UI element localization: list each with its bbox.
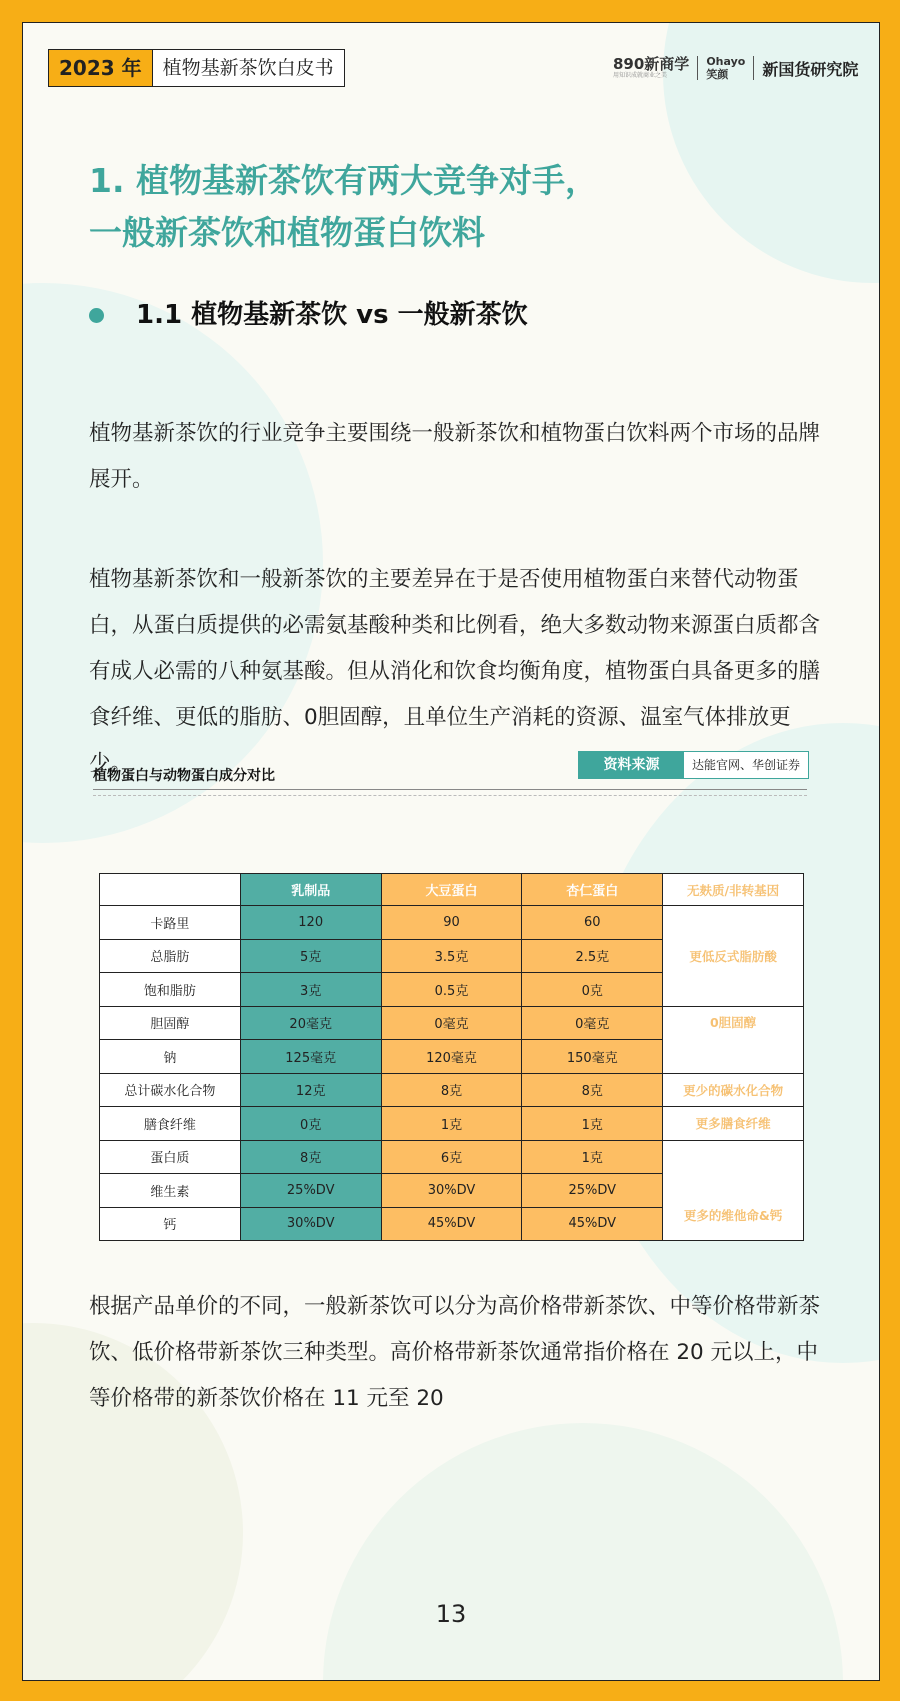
column-header: 无麸质/非转基因 xyxy=(663,874,804,906)
note-cell: 更多的维他命&钙 xyxy=(663,1140,804,1241)
row-label: 卡路里 xyxy=(100,906,241,940)
logo-research-institute: 新国货研究院 xyxy=(762,59,859,79)
row-label: 蛋白质 xyxy=(100,1140,241,1174)
page xyxy=(22,22,880,1681)
source-value: 达能官网、华创证券 xyxy=(691,758,800,772)
table-cell: 20毫克 xyxy=(240,1006,381,1040)
table-row xyxy=(100,1006,804,1040)
table-cell: 1克 xyxy=(522,1107,663,1141)
table-row xyxy=(100,906,804,940)
paragraph: 根据产品单价的不同，一般新茶饮可以分为高价格带新茶饮、中等价格带新茶饮、低价格带新茶饮三种类型。高价格带新茶饮通常指价格在 20 元以上，中等价格带的新茶饮价格在 11 元至 20 xyxy=(89,1294,821,1411)
source-box xyxy=(578,751,809,779)
table-cell: 8克 xyxy=(381,1073,522,1107)
row-label: 钠 xyxy=(100,1040,241,1074)
note-cell: 更多膳食纤维 xyxy=(663,1107,804,1141)
table-cell: 8克 xyxy=(240,1140,381,1174)
table-title: 植物蛋白与动物蛋白成分对比 xyxy=(93,768,275,784)
section-heading: 1. 植物基新茶饮有两大竞争对手， 一般新茶饮和植物蛋白饮料 xyxy=(89,161,598,252)
background-circle xyxy=(323,1423,843,1681)
comparison-table xyxy=(99,873,804,1241)
table-cell: 150毫克 xyxy=(522,1040,663,1074)
table-cell: 2.5克 xyxy=(522,939,663,973)
row-label: 钙 xyxy=(100,1207,241,1241)
logo-ohayo: Ohayo 笑颜 xyxy=(706,55,746,81)
table-caption-bar xyxy=(93,759,807,790)
table-cell: 3克 xyxy=(240,973,381,1007)
table-cell: 0.5克 xyxy=(381,973,522,1007)
doc-tag xyxy=(48,49,345,87)
bullet-dot-icon xyxy=(89,308,104,323)
table-cell: 3.5克 xyxy=(381,939,522,973)
table-cell: 45%DV xyxy=(381,1207,522,1241)
row-label: 膳食纤维 xyxy=(100,1107,241,1141)
table-row xyxy=(100,1107,804,1141)
table-cell: 30%DV xyxy=(240,1207,381,1241)
column-header: 杏仁蛋白 xyxy=(522,874,663,906)
table-cell: 30%DV xyxy=(381,1174,522,1208)
table-cell: 60 xyxy=(522,906,663,940)
table-cell: 1克 xyxy=(381,1107,522,1141)
row-label: 胆固醇 xyxy=(100,1006,241,1040)
partner-logos xyxy=(613,53,858,83)
row-label: 维生素 xyxy=(100,1174,241,1208)
table-cell: 0毫克 xyxy=(381,1006,522,1040)
dotted-divider xyxy=(93,795,807,796)
row-label: 总计碳水化合物 xyxy=(100,1073,241,1107)
subsection-heading: 1.1 植物基新茶饮 vs 一般新茶饮 xyxy=(136,300,528,330)
logo-divider xyxy=(697,56,698,80)
column-header: 乳制品 xyxy=(240,874,381,906)
source-label: 资料来源 xyxy=(579,752,684,778)
table-cell: 12克 xyxy=(240,1073,381,1107)
note-cell: 更低反式脂肪酸 xyxy=(663,906,804,1007)
table-row xyxy=(100,1140,804,1174)
table-cell: 120毫克 xyxy=(381,1040,522,1074)
table-cell: 5克 xyxy=(240,939,381,973)
row-label: 饱和脂肪 xyxy=(100,973,241,1007)
table-cell: 0克 xyxy=(240,1107,381,1141)
note-cell: 0胆固醇 xyxy=(663,1006,804,1073)
table-row xyxy=(100,1073,804,1107)
doc-title: 植物基新茶饮白皮书 xyxy=(162,57,334,79)
column-header xyxy=(100,874,241,906)
page-number: 13 xyxy=(435,1600,467,1628)
table-cell: 125毫克 xyxy=(240,1040,381,1074)
table-cell: 6克 xyxy=(381,1140,522,1174)
table-cell: 25%DV xyxy=(522,1174,663,1208)
table-cell: 25%DV xyxy=(240,1174,381,1208)
paragraph: 植物基新茶饮的行业竞争主要围绕一般新茶饮和植物蛋白饮料两个市场的品牌展开。 xyxy=(89,421,821,492)
table-cell: 45%DV xyxy=(522,1207,663,1241)
table-cell: 8克 xyxy=(522,1073,663,1107)
note-cell: 更少的碳水化合物 xyxy=(663,1073,804,1107)
table-cell: 0克 xyxy=(522,973,663,1007)
doc-year: 2023 年 xyxy=(49,50,153,86)
table-cell: 120 xyxy=(240,906,381,940)
logo-divider xyxy=(753,56,754,80)
table-cell: 90 xyxy=(381,906,522,940)
column-header: 大豆蛋白 xyxy=(381,874,522,906)
table-cell: 1克 xyxy=(522,1140,663,1174)
table-cell: 0毫克 xyxy=(522,1006,663,1040)
logo-890: 890新商学 用知识成就商业之美 xyxy=(613,55,690,79)
paragraph: 植物基新茶饮和一般新茶饮的主要差异在于是否使用植物蛋白来替代动物蛋白，从蛋白质提供的必需氨基酸种类和比例看，绝大多数动物来源蛋白质都含有成人必需的八种氨基酸。但从消化和饮食均衡角度，植物蛋白具备更多的膳食纤维、更低的脂肪、0胆固醇，且单位生产消耗的资源、温室气体排放更少。 xyxy=(89,567,821,776)
table-header-row xyxy=(100,874,804,906)
row-label: 总脂肪 xyxy=(100,939,241,973)
